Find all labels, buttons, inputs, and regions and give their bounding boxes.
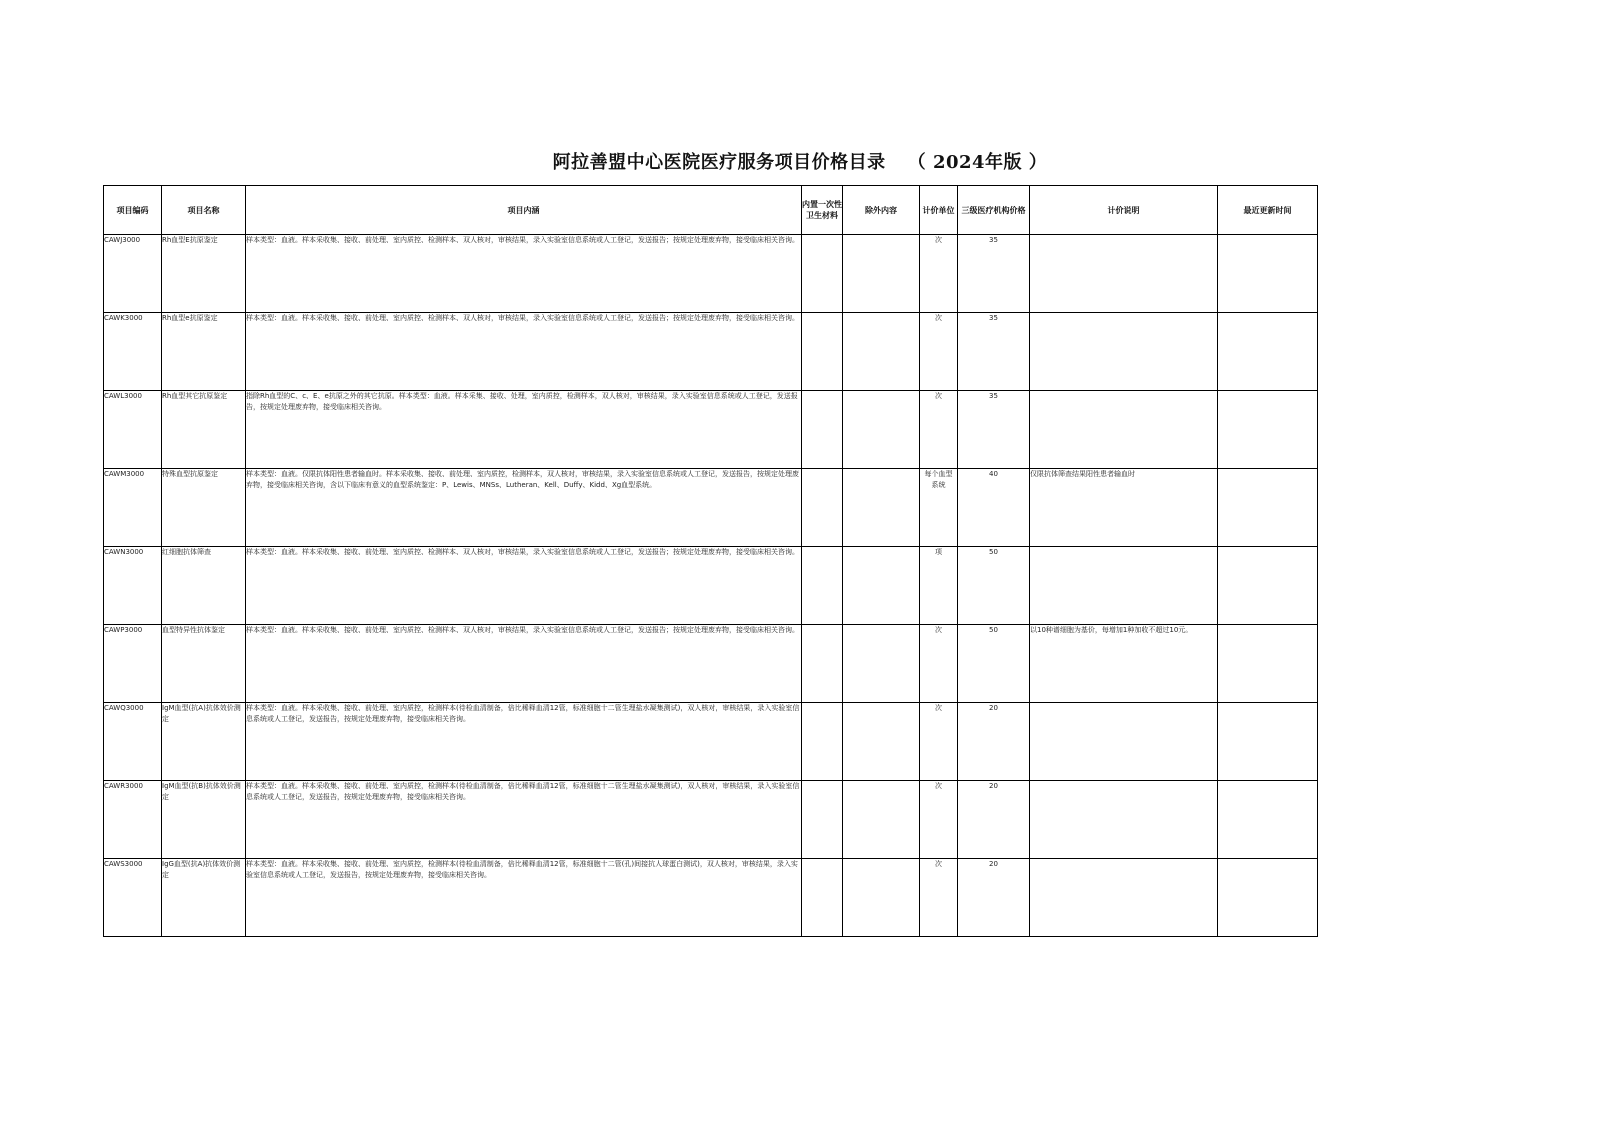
item-updated <box>1218 469 1318 547</box>
item-excluded <box>843 469 920 547</box>
item-updated <box>1218 547 1318 625</box>
item-name: IgG血型(抗A)抗体效价测定 <box>162 859 246 937</box>
header-code: 项目编码 <box>104 186 162 235</box>
item-excluded <box>843 859 920 937</box>
item-code: CAWS3000 <box>104 859 162 937</box>
item-unit <box>920 781 958 859</box>
item-name: IgM血型(抗A)抗体效价测定 <box>162 703 246 781</box>
table-row <box>104 781 1318 859</box>
item-code: CAWM3000 <box>104 469 162 547</box>
item-unit-text: 项 <box>935 548 942 556</box>
item-unit-text: 次 <box>935 704 942 712</box>
table-row <box>104 859 1318 937</box>
item-updated <box>1218 781 1318 859</box>
item-materials <box>802 703 843 781</box>
item-unit-text: 次 <box>935 314 942 322</box>
item-excluded <box>843 781 920 859</box>
item-note <box>1030 313 1218 391</box>
item-unit <box>920 625 958 703</box>
table-row <box>104 547 1318 625</box>
table-row <box>104 235 1318 313</box>
item-updated <box>1218 235 1318 313</box>
item-content: 样本类型：血液。样本采收集、接收、前处理、室内质控、检测样本、双人核对，审核结果，录入实验室信息系统或人工登记，发送报告；按规定处理废弃物，接受临床相关咨询。 <box>246 313 802 391</box>
item-unit <box>920 859 958 937</box>
item-note <box>1030 391 1218 469</box>
item-price: 20 <box>958 781 1030 859</box>
item-note <box>1030 703 1218 781</box>
header-note: 计价说明 <box>1030 186 1218 235</box>
item-name: 红细胞抗体筛查 <box>162 547 246 625</box>
header-row <box>104 186 1318 235</box>
item-content: 样本类型：血液。样本采收集、接收、前处理、室内质控、检测样本、双人核对，审核结果，录入实验室信息系统或人工登记，发送报告；按规定处理废弃物，接受临床相关咨询。 <box>246 625 802 703</box>
item-name: 血型特异性抗体鉴定 <box>162 625 246 703</box>
table-row <box>104 313 1318 391</box>
item-price: 35 <box>958 235 1030 313</box>
item-code: CAWP3000 <box>104 625 162 703</box>
header-materials: 内置一次性卫生材料 <box>802 186 843 235</box>
item-unit-text: 次 <box>935 392 942 400</box>
header-updated: 最近更新时间 <box>1218 186 1318 235</box>
item-content: 样本类型：血液。样本采收集、接收、前处理、室内质控、检测样本、双人核对，审核结果，录入实验室信息系统或人工登记，发送报告；按规定处理废弃物，接受临床相关咨询。 <box>246 235 802 313</box>
item-excluded <box>843 625 920 703</box>
item-content: 样本类型：血液。样本采收集、接收、前处理、室内质控，检测样本(待检血清制备，倍比稀释血清12管，标准细胞十二管生理盐水凝集测试)，双人核对，审核结果，录入实验室信息系统或人工登记，发送报告，按规定处理废弃物，接受临床相关咨询。 <box>246 703 802 781</box>
price-catalog-table <box>103 185 1318 937</box>
item-price: 40 <box>958 469 1030 547</box>
item-unit <box>920 313 958 391</box>
item-materials <box>802 547 843 625</box>
table-row <box>104 469 1318 547</box>
item-excluded <box>843 313 920 391</box>
item-updated <box>1218 859 1318 937</box>
item-unit-text: 次 <box>935 236 942 244</box>
edition-text: （ 2024年版 ） <box>907 152 1048 173</box>
item-name: Rh血型E抗原鉴定 <box>162 235 246 313</box>
item-materials <box>802 313 843 391</box>
item-excluded <box>843 391 920 469</box>
item-name: 特殊血型抗原鉴定 <box>162 469 246 547</box>
table-row <box>104 703 1318 781</box>
item-materials <box>802 391 843 469</box>
item-unit <box>920 235 958 313</box>
item-unit-text: 次 <box>935 626 942 634</box>
item-note <box>1030 859 1218 937</box>
item-updated <box>1218 391 1318 469</box>
item-price: 20 <box>958 859 1030 937</box>
item-price: 50 <box>958 547 1030 625</box>
item-materials <box>802 625 843 703</box>
item-content: 样本类型：血液。样本采收集、接收、前处理、室内质控、检测样本、双人核对，审核结果，录入实验室信息系统或人工登记，发送报告；按规定处理废弃物，接受临床相关咨询。 <box>246 547 802 625</box>
item-updated <box>1218 703 1318 781</box>
item-note: 仅限抗体筛查结果阳性患者输血时 <box>1030 469 1218 547</box>
item-excluded <box>843 547 920 625</box>
item-unit-text: 次 <box>935 782 942 790</box>
item-content: 样本类型：血液。仅限抗体阳性患者输血时。样本采收集、接收、前处理、室内质控，检测样本，双人核对，审核结果，录入实验室信息系统或人工登记，发送报告，按规定处理废弃物，接受临床相关咨询，含以下临床有意义的血型系统鉴定：P、Lewis、MNSs、Lutheran、Kell、Duffy、Kidd、Xg血型系统。 <box>246 469 802 547</box>
table-row <box>104 391 1318 469</box>
item-name: Rh血型e抗原鉴定 <box>162 313 246 391</box>
item-content: 样本类型：血液。样本采收集、接收、前处理、室内质控，检测样本(待检血清制备，倍比稀释血清12管，标准细胞十二管(孔)间接抗人球蛋白测试)，双人核对，审核结果，录入实验室信息系统或人工登记，发送报告，按规定处理废弃物，接受临床相关咨询。 <box>246 859 802 937</box>
item-materials <box>802 781 843 859</box>
header-excluded: 除外内容 <box>843 186 920 235</box>
item-note <box>1030 781 1218 859</box>
item-content: 指除Rh血型的C、c、E、e抗原之外的其它抗原。样本类型：血液。样本采集、接收、处理，室内质控，检测样本，双人核对，审核结果，录入实验室信息系统或人工登记，发送报告，按规定处理废弃物，接受临床相关咨询。 <box>246 391 802 469</box>
item-unit <box>920 391 958 469</box>
item-name: IgM血型(抗B)抗体效价测定 <box>162 781 246 859</box>
item-note <box>1030 547 1218 625</box>
item-materials <box>802 235 843 313</box>
header-content: 项目内涵 <box>246 186 802 235</box>
item-code: CAWN3000 <box>104 547 162 625</box>
item-code: CAWR3000 <box>104 781 162 859</box>
item-price: 20 <box>958 703 1030 781</box>
item-price: 50 <box>958 625 1030 703</box>
item-code: CAWL3000 <box>104 391 162 469</box>
page-title <box>0 148 1600 174</box>
item-unit <box>920 703 958 781</box>
item-price: 35 <box>958 391 1030 469</box>
item-note <box>1030 235 1218 313</box>
item-code: CAWQ3000 <box>104 703 162 781</box>
item-unit <box>920 469 958 547</box>
item-materials <box>802 469 843 547</box>
item-note: 以10种谱细胞为基价，每增加1种加收不超过10元。 <box>1030 625 1218 703</box>
title-text: 阿拉善盟中心医院医疗服务项目价格目录 <box>552 152 886 173</box>
header-name: 项目名称 <box>162 186 246 235</box>
item-content: 样本类型：血液。样本采收集、接收、前处理、室内质控，检测样本(待检血清制备，倍比稀释血清12管，标准细胞十二管生理盐水凝集测试)，双人核对，审核结果，录入实验室信息系统或人工登记，发送报告，按规定处理废弃物，接受临床相关咨询。 <box>246 781 802 859</box>
item-unit-text: 次 <box>935 860 942 868</box>
item-updated <box>1218 313 1318 391</box>
header-unit: 计价单位 <box>920 186 958 235</box>
item-price: 35 <box>958 313 1030 391</box>
header-price: 三级医疗机构价格 <box>958 186 1030 235</box>
table-row <box>104 625 1318 703</box>
item-excluded <box>843 703 920 781</box>
item-code: CAWK3000 <box>104 313 162 391</box>
item-unit-text: 每个血型系统 <box>924 470 953 489</box>
item-excluded <box>843 235 920 313</box>
item-name: Rh血型其它抗原鉴定 <box>162 391 246 469</box>
item-materials <box>802 859 843 937</box>
item-unit <box>920 547 958 625</box>
item-updated <box>1218 625 1318 703</box>
item-code: CAWJ3000 <box>104 235 162 313</box>
